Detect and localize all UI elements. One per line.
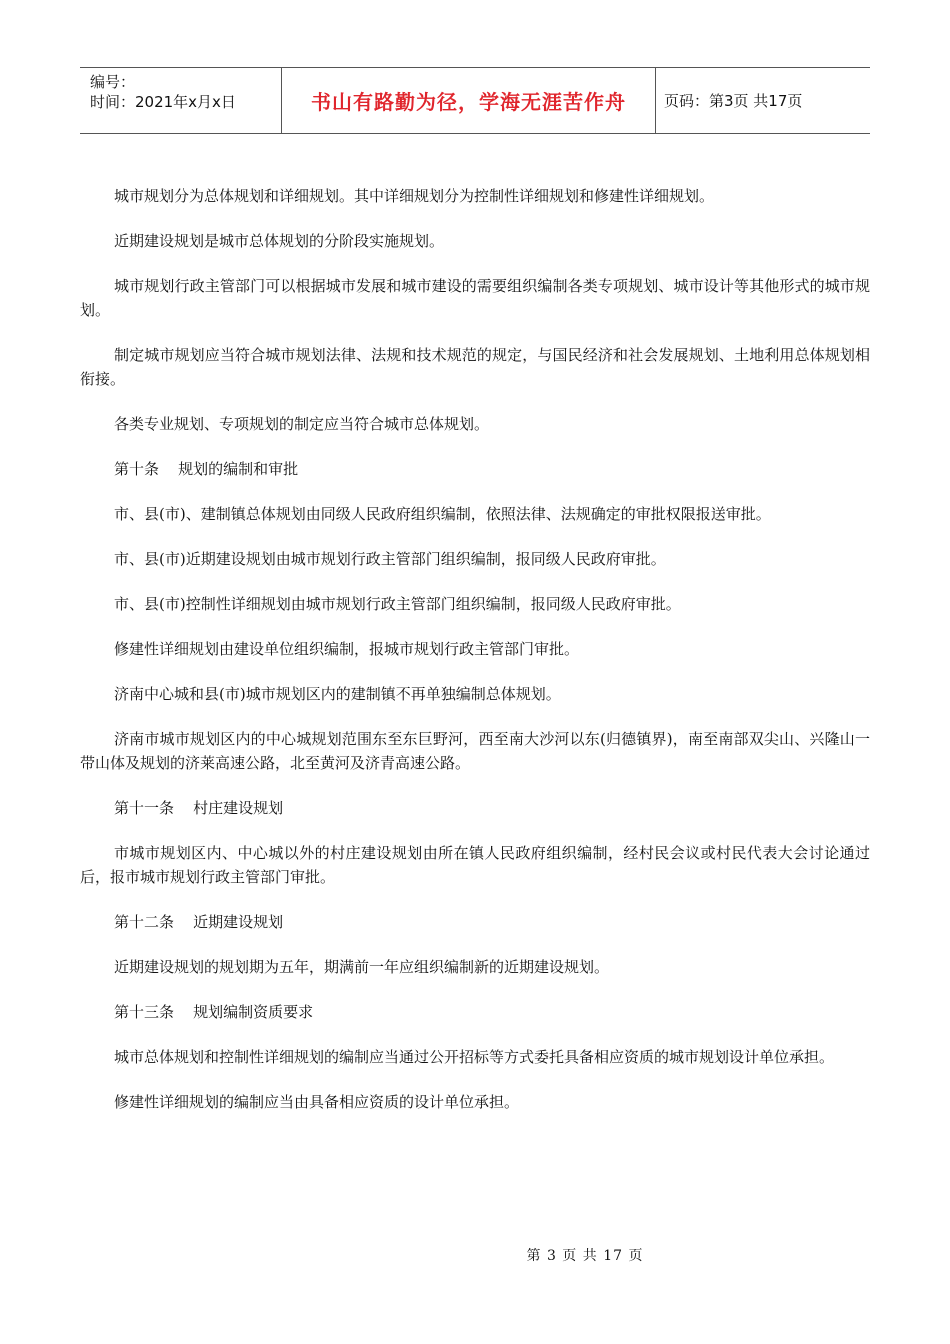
article-heading: 第十一条 村庄建设规划 [114, 799, 284, 817]
paragraph: 市城市规划区内、中心城以外的村庄建设规划由所在镇人民政府组织编制，经村民会议或村民代表大会讨论通过后，报市城市规划行政主管部门审批。 [80, 844, 870, 886]
paragraph: 修建性详细规划的编制应当由具备相应资质的设计单位承担。 [114, 1093, 520, 1111]
paragraph: 各类专业规划、专项规划的制定应当符合城市总体规划。 [114, 415, 490, 433]
header-page-info: 页码：第3页 共17页 [664, 92, 803, 110]
header-motto: 书山有路勤为径，学海无涯苦作舟 [282, 68, 656, 133]
time-label: 时间：2021年x月x日 [90, 93, 236, 111]
paragraph: 市、县(市)、建制镇总体规划由同级人民政府组织编制，依照法律、法规确定的审批权限报送审批。 [114, 505, 771, 523]
paragraph: 近期建设规划的规划期为五年，期满前一年应组织编制新的近期建设规划。 [114, 958, 610, 976]
paragraph: 济南市城市规划区内的中心城规划范围东至东巨野河，西至南大沙河以东(归德镇界)，南至南部双尖山、兴隆山一带山体及规划的济莱高速公路，北至黄河及济青高速公路。 [80, 730, 870, 772]
paragraph: 济南中心城和县(市)城市规划区内的建制镇不再单独编制总体规划。 [114, 685, 561, 703]
paragraph: 修建性详细规划由建设单位组织编制，报城市规划行政主管部门审批。 [114, 640, 580, 658]
serial-label: 编号： [90, 73, 136, 91]
paragraph: 城市总体规划和控制性详细规划的编制应当通过公开招标等方式委托具备相应资质的城市规划设计单位承担。 [114, 1048, 835, 1066]
document-body [80, 184, 870, 1135]
article-heading: 第十三条 规划编制资质要求 [114, 1003, 314, 1021]
paragraph: 市、县(市)控制性详细规划由城市规划行政主管部门组织编制，报同级人民政府审批。 [114, 595, 681, 613]
page-footer: 第 3 页 共 17 页 [526, 1248, 644, 1264]
header-meta [80, 68, 282, 133]
paragraph: 近期建设规划是城市总体规划的分阶段实施规划。 [114, 232, 445, 250]
article-heading: 第十二条 近期建设规划 [114, 913, 284, 931]
paragraph: 城市规划行政主管部门可以根据城市发展和城市建设的需要组织编制各类专项规划、城市设计等其他形式的城市规划。 [80, 277, 870, 319]
paragraph: 市、县(市)近期建设规划由城市规划行政主管部门组织编制，报同级人民政府审批。 [114, 550, 666, 568]
page-header [80, 67, 870, 134]
paragraph: 制定城市规划应当符合城市规划法律、法规和技术规范的规定，与国民经济和社会发展规划、土地利用总体规划相衔接。 [80, 346, 870, 388]
paragraph: 城市规划分为总体规划和详细规划。其中详细规划分为控制性详细规划和修建性详细规划。 [114, 187, 715, 205]
article-heading: 第十条 规划的编制和审批 [114, 460, 299, 478]
